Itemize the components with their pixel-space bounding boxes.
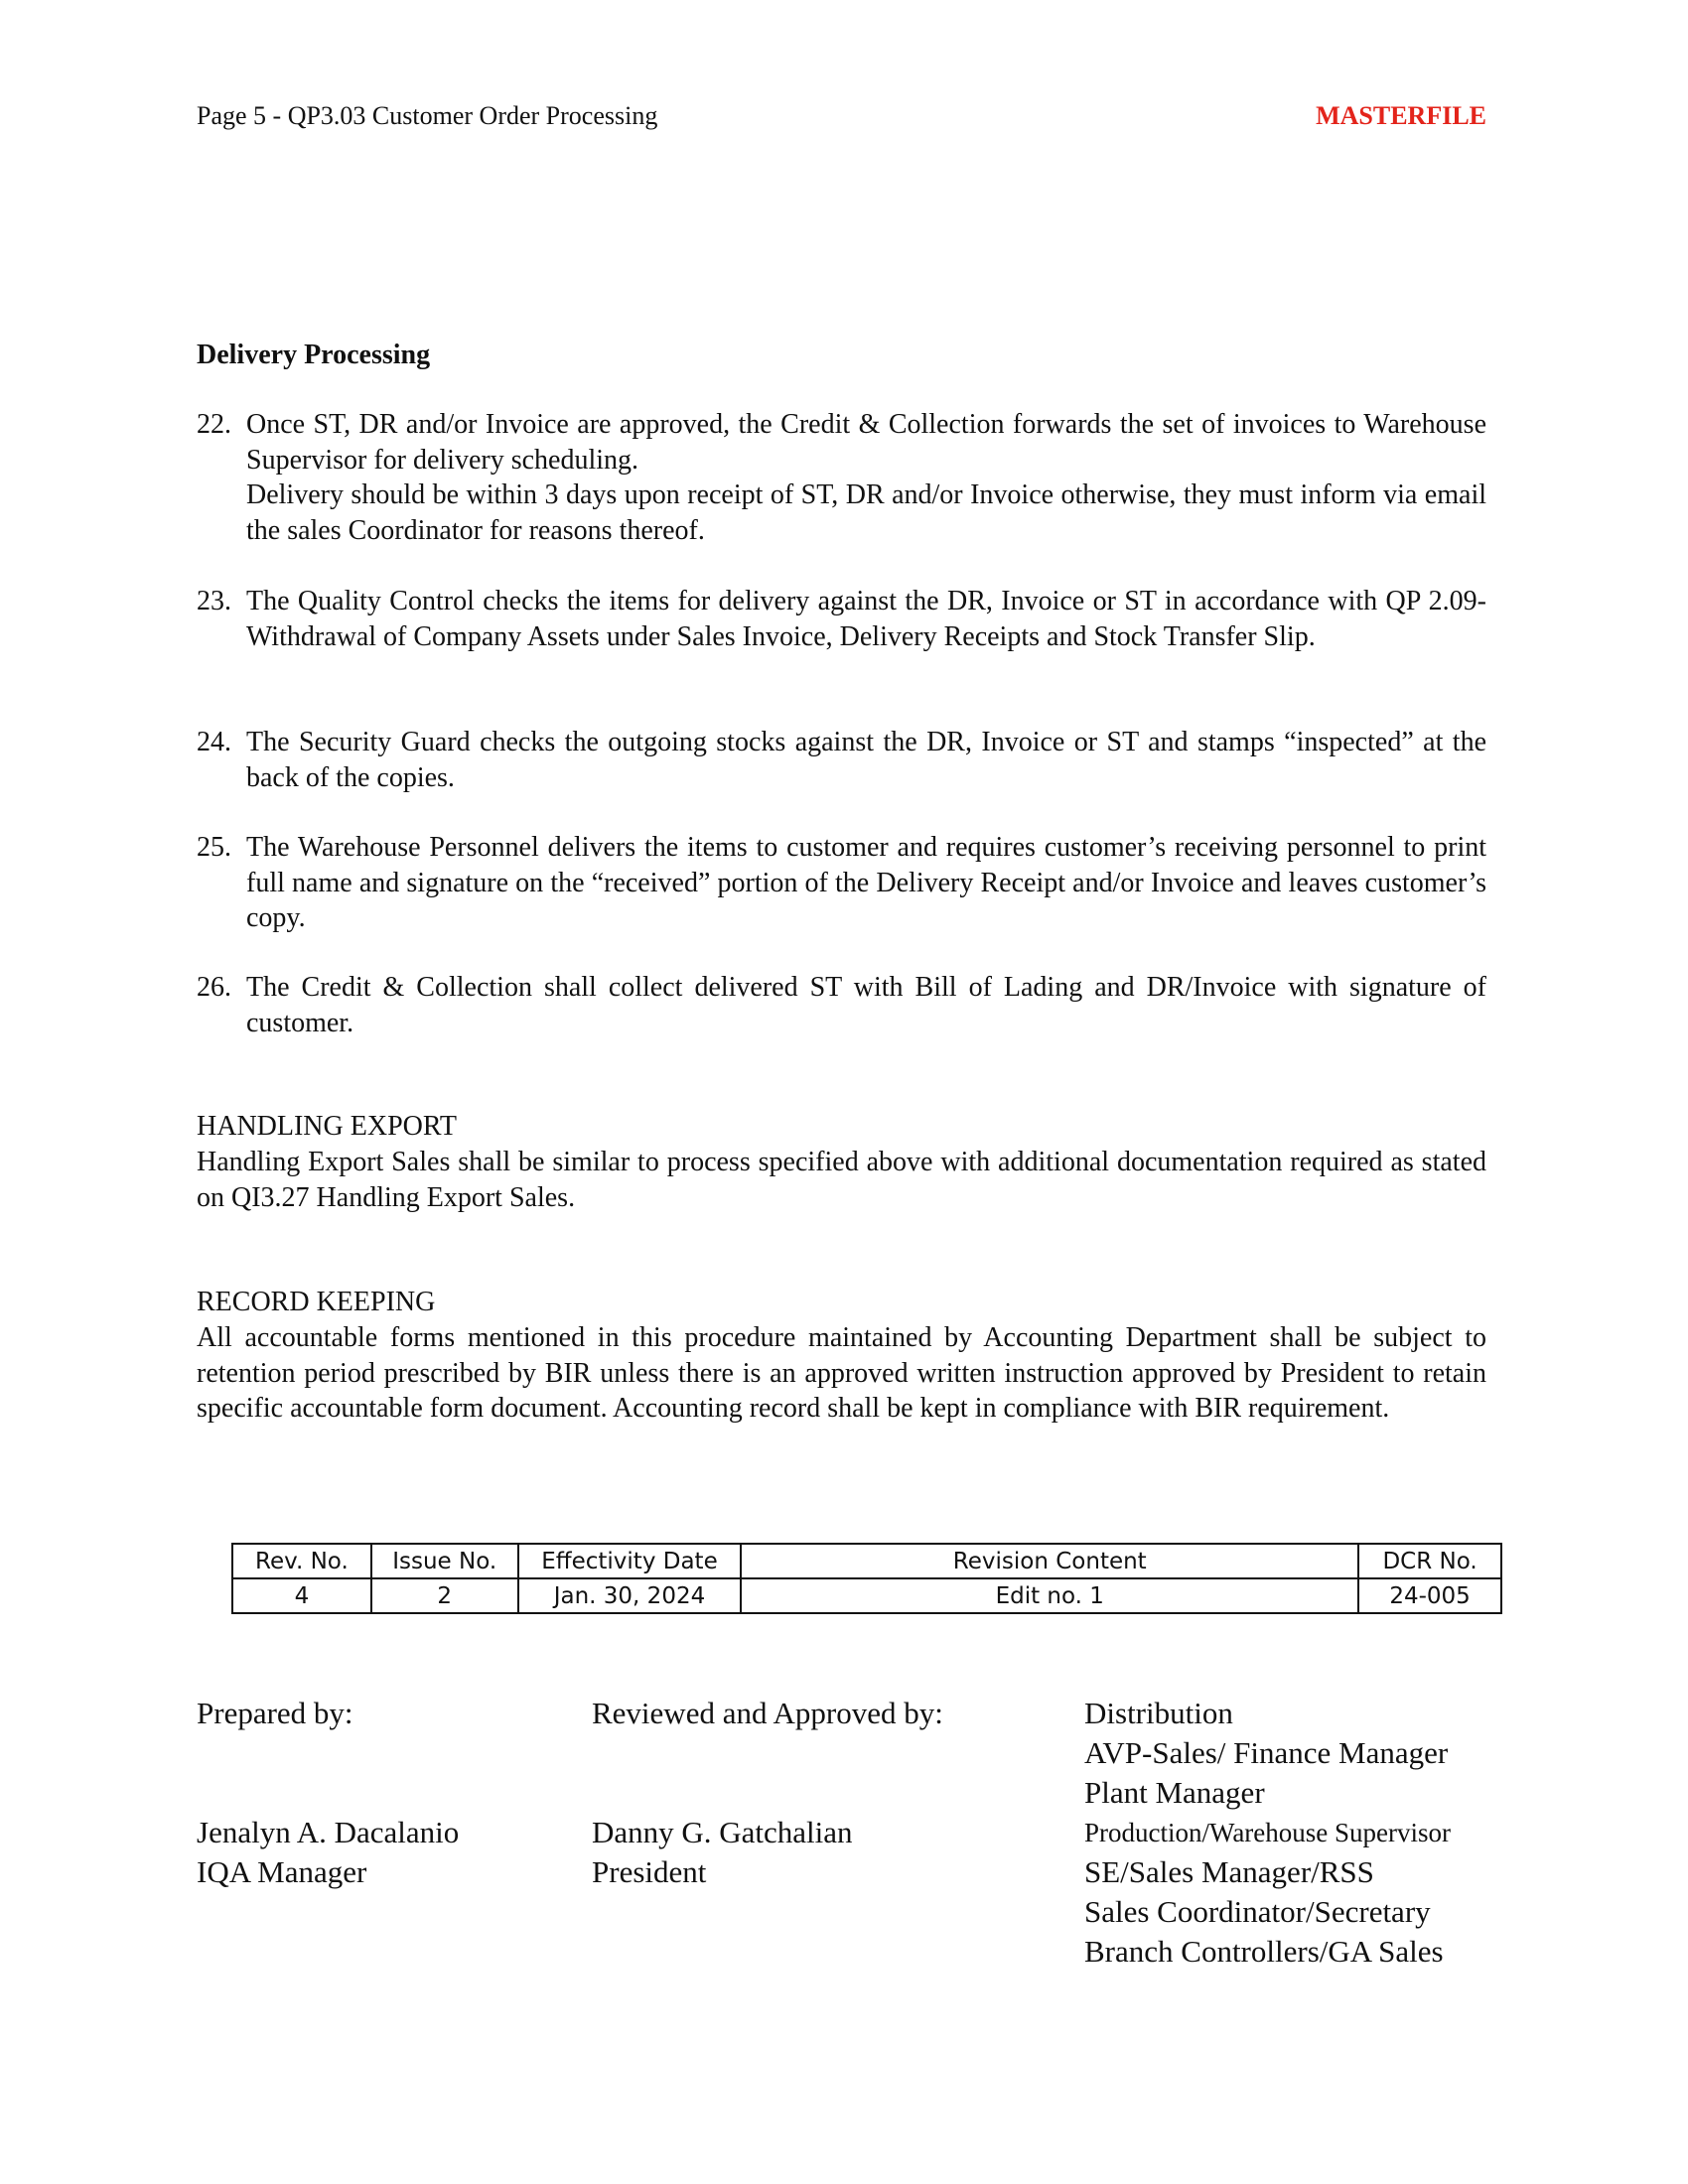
cell-effectivity-date: Jan. 30, 2024	[518, 1578, 742, 1613]
record-keeping-title: RECORD KEEPING	[197, 1287, 436, 1317]
page-header-reference: Page 5 - QP3.03 Customer Order Processing	[197, 101, 658, 130]
list-item-26	[197, 970, 1486, 1040]
list-item-text: The Quality Control checks the items for delivery against the DR, Invoice or ST in accordance with QP 2.09- Withdrawal of Company Assets under Sales Invoice, Delivery Receipts and Stock Transfer Slip.	[246, 586, 1486, 652]
prepared-by-name: Jenalyn A. Dacalanio	[197, 1815, 460, 1849]
cell-revision-content: Edit no. 1	[741, 1578, 1358, 1613]
reviewed-by-title: President	[592, 1854, 707, 1889]
column-header-dcr-no: DCR No.	[1358, 1544, 1501, 1578]
column-header-revision-content: Revision Content	[741, 1544, 1358, 1578]
handling-export-title: HANDLING EXPORT	[197, 1111, 457, 1142]
cell-issue-no: 2	[371, 1578, 518, 1613]
distribution-item: AVP-Sales/ Finance Manager	[1084, 1735, 1449, 1770]
table-row	[232, 1578, 1501, 1613]
reviewed-by-block	[592, 1694, 943, 1892]
column-header-rev-no: Rev. No.	[232, 1544, 371, 1578]
list-item-25	[197, 830, 1486, 936]
revision-table	[231, 1543, 1502, 1614]
column-header-effectivity-date: Effectivity Date	[518, 1544, 742, 1578]
list-item-number: 24.	[197, 727, 231, 757]
list-item-number: 26.	[197, 972, 231, 1003]
prepared-by-title: IQA Manager	[197, 1854, 367, 1889]
distribution-label: Distribution	[1084, 1696, 1233, 1730]
distribution-item: Plant Manager	[1084, 1775, 1265, 1810]
list-item-text: The Security Guard checks the outgoing stocks against the DR, Invoice or ST and stamps “inspected” at the back of the copies.	[246, 727, 1486, 793]
list-item-number: 23.	[197, 586, 231, 616]
list-item-text: The Warehouse Personnel delivers the items to customer and requires customer’s receiving personnel to print full name and signature on the “received” portion of the Delivery Receipt and/or Invoice and leaves customer’s copy.	[246, 832, 1486, 933]
record-keeping-text: All accountable forms mentioned in this procedure maintained by Accounting Department shall be subject to retention period prescribed by BIR unless there is an approved written instruction approved by President to retain specific accountable form document. Accounting record shall be kept in compliance with BIR requirement.	[197, 1322, 1486, 1424]
revision-table-header-row	[232, 1544, 1501, 1578]
list-item-text: The Credit & Collection shall collect delivered ST with Bill of Lading and DR/Invoice with signature of customer.	[246, 972, 1486, 1038]
delivery-processing-title: Delivery Processing	[197, 340, 431, 370]
distribution-item: SE/Sales Manager/RSS	[1084, 1854, 1374, 1889]
reviewed-by-label: Reviewed and Approved by:	[592, 1696, 943, 1730]
prepared-by-block	[197, 1694, 459, 1892]
cell-dcr-no: 24-005	[1358, 1578, 1501, 1613]
list-item-24	[197, 725, 1486, 795]
prepared-by-label: Prepared by:	[197, 1696, 353, 1730]
reviewed-by-name: Danny G. Gatchalian	[592, 1815, 853, 1849]
handling-export-text: Handling Export Sales shall be similar to process specified above with additional documentation required as stated on QI3.27 Handling Export Sales.	[197, 1147, 1486, 1213]
distribution-item: Sales Coordinator/Secretary	[1084, 1894, 1431, 1929]
distribution-item: Production/Warehouse Supervisor	[1084, 1818, 1452, 1847]
distribution-block	[1084, 1694, 1451, 1972]
list-item-text: Once ST, DR and/or Invoice are approved, the Credit & Collection forwards the set of invoices to Warehouse Supervisor for delivery scheduling.	[246, 409, 1486, 476]
list-item-number: 25.	[197, 832, 231, 863]
list-item-23	[197, 584, 1486, 654]
list-item-22	[197, 407, 1486, 548]
list-item-text: Delivery should be within 3 days upon receipt of ST, DR and/or Invoice otherwise, they must inform via email the sales Coordinator for reasons thereof.	[246, 479, 1486, 546]
column-header-issue-no: Issue No.	[371, 1544, 518, 1578]
list-item-number: 22.	[197, 409, 231, 440]
distribution-item: Branch Controllers/GA Sales	[1084, 1934, 1444, 1969]
cell-rev-no: 4	[232, 1578, 371, 1613]
masterfile-stamp: MASTERFILE	[1316, 101, 1486, 130]
